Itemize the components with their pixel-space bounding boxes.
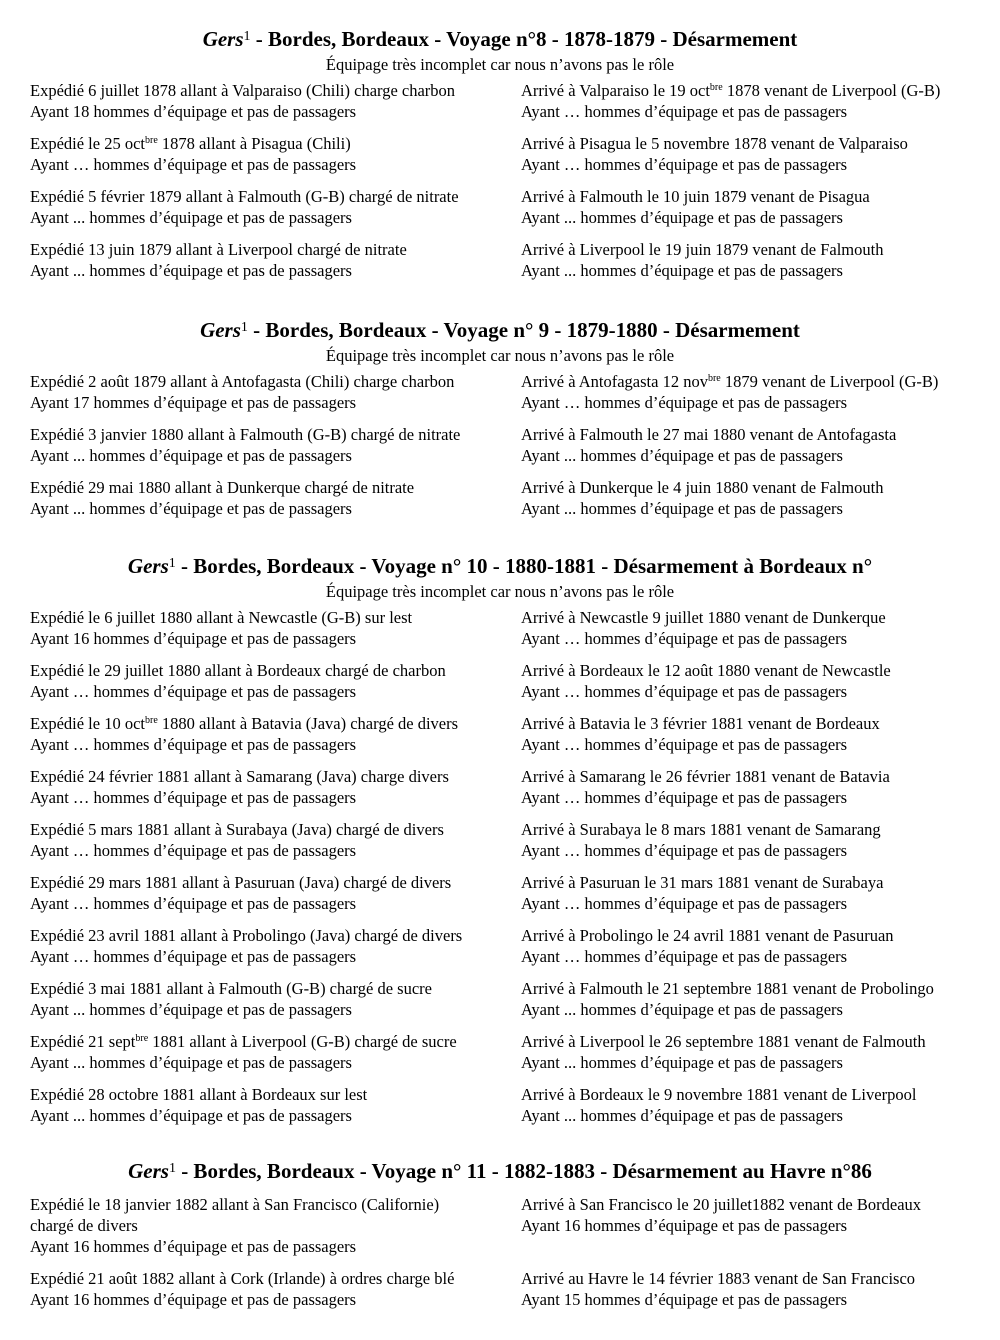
departure-column	[30, 660, 521, 702]
departure-column	[30, 607, 521, 649]
arrival-text-main: Arrivé à Samarang le 26 février 1881 venant de Batavia	[521, 767, 890, 786]
voyage-leg	[0, 1268, 1000, 1310]
arrival-column	[521, 371, 991, 413]
departure-crew: Ayant ... hommes d’équipage et pas de passagers	[30, 261, 352, 280]
voyage-leg	[0, 133, 1000, 175]
arrival-column	[521, 607, 991, 649]
arrival-crew: Ayant ... hommes d’équipage et pas de passagers	[521, 1106, 843, 1125]
departure-text	[30, 766, 521, 787]
arrival-text-main: Arrivé à Dunkerque le 4 juin 1880 venant de Falmouth	[521, 478, 884, 497]
departure-text-main: Expédié 29 mars 1881 allant à Pasuruan (Java) chargé de divers	[30, 873, 452, 892]
voyage-leg	[0, 186, 1000, 228]
voyage-heading: - Bordes, Bordeaux - Voyage n° 11 - 1882-1883 - Désarmement au Havre n°86	[175, 1159, 872, 1183]
departure-text-main: Expédié 6 juillet 1878 allant à Valparaiso (Chili) charge charbon	[30, 81, 456, 100]
month-abbrev-superscript: bre	[707, 373, 721, 384]
departure-text-main: Expédié 13 juin 1879 allant à Liverpool chargé de nitrate	[30, 240, 407, 259]
arrival-text	[521, 1084, 991, 1105]
departure-text-main: Expédié 3 janvier 1880 allant à Falmouth (G-B) chargé de nitrate	[30, 425, 461, 444]
departure-text	[30, 424, 521, 445]
arrival-text	[521, 819, 991, 840]
voyage-section	[0, 24, 1000, 292]
arrival-crew: Ayant … hommes d’équipage et pas de passagers	[521, 947, 848, 966]
voyage-leg	[0, 660, 1000, 702]
departure-column	[30, 80, 521, 122]
arrival-text	[521, 186, 991, 207]
arrival-column	[521, 424, 991, 466]
voyage-leg	[0, 607, 1000, 649]
departure-cargo: chargé de divers	[30, 1216, 138, 1235]
departure-column	[30, 371, 521, 413]
arrival-crew: Ayant … hommes d’équipage et pas de passagers	[521, 102, 848, 121]
arrival-text-main: Arrivé à Liverpool le 26 septembre 1881 venant de Falmouth	[521, 1032, 926, 1051]
arrival-column	[521, 133, 991, 175]
departure-crew: Ayant ... hommes d’équipage et pas de passagers	[30, 1000, 352, 1019]
departure-text	[30, 1268, 521, 1289]
arrival-text-main: Arrivé à Bordeaux le 12 août 1880 venant de Newcastle	[521, 661, 891, 680]
voyage-leg	[0, 978, 1000, 1020]
departure-text	[30, 925, 521, 946]
arrival-text	[521, 978, 991, 999]
departure-text-rest: 1881 allant à Liverpool (G-B) chargé de sucre	[148, 1032, 457, 1051]
departure-text-rest: 1880 allant à Batavia (Java) chargé de divers	[157, 714, 459, 733]
arrival-text-main: Arrivé à Batavia le 3 février 1881 venant de Bordeaux	[521, 714, 880, 733]
voyage-leg	[0, 819, 1000, 861]
departure-column	[30, 713, 521, 755]
crew-note: Équipage très incomplet car nous n’avons pas le rôle	[325, 346, 675, 365]
arrival-text	[521, 713, 991, 734]
arrival-text-main: Arrivé à Pasuruan le 31 mars 1881 venant de Surabaya	[521, 873, 884, 892]
arrival-text	[521, 80, 991, 101]
arrival-text-main: Arrivé à Antofagasta 12 nov	[521, 372, 708, 391]
voyage-section	[0, 551, 1000, 1137]
ship-name: Gers	[202, 27, 244, 51]
voyage-title	[0, 551, 1000, 579]
departure-text-main: Expédié 5 mars 1881 allant à Surabaya (Java) chargé de divers	[30, 820, 444, 839]
arrival-text-main: Arrivé à Surabaya le 8 mars 1881 venant de Samarang	[521, 820, 881, 839]
departure-column	[30, 424, 521, 466]
arrival-column	[521, 1194, 991, 1257]
voyage-leg	[0, 925, 1000, 967]
voyage-title	[0, 315, 1000, 343]
arrival-column	[521, 477, 991, 519]
arrival-text	[521, 660, 991, 681]
arrival-column	[521, 239, 991, 281]
voyage-leg	[0, 424, 1000, 466]
arrival-crew: Ayant … hommes d’équipage et pas de passagers	[521, 894, 848, 913]
arrival-crew: Ayant 16 hommes d’équipage et pas de passagers	[521, 1216, 848, 1235]
departure-text	[30, 819, 521, 840]
departure-column	[30, 766, 521, 808]
departure-text	[30, 607, 521, 628]
departure-column	[30, 1084, 521, 1126]
departure-crew: Ayant … hommes d’équipage et pas de passagers	[30, 155, 357, 174]
departure-column	[30, 925, 521, 967]
arrival-crew: Ayant … hommes d’équipage et pas de passagers	[521, 788, 848, 807]
departure-text-rest: 1878 allant à Pisagua (Chili)	[157, 134, 351, 153]
arrival-text	[521, 239, 991, 260]
departure-crew: Ayant 17 hommes d’équipage et pas de passagers	[30, 393, 357, 412]
departure-crew: Ayant 18 hommes d’équipage et pas de passagers	[30, 102, 357, 121]
voyage-title	[0, 24, 1000, 52]
arrival-text	[521, 766, 991, 787]
arrival-text	[521, 133, 991, 154]
ship-name: Gers	[128, 1159, 169, 1183]
arrival-text-main: Arrivé à Newcastle 9 juillet 1880 venant de Dunkerque	[521, 608, 886, 627]
arrival-text-main: Arrivé à Pisagua le 5 novembre 1878 venant de Valparaiso	[521, 134, 908, 153]
departure-text	[30, 978, 521, 999]
arrival-column	[521, 925, 991, 967]
arrival-crew: Ayant … hommes d’équipage et pas de passagers	[521, 841, 848, 860]
voyage-heading: - Bordes, Bordeaux - Voyage n°8 - 1878-1879 - Désarmement	[250, 27, 798, 51]
voyage-leg	[0, 239, 1000, 281]
voyage-leg	[0, 477, 1000, 519]
arrival-column	[521, 1031, 991, 1073]
voyage-leg	[0, 1194, 1000, 1257]
departure-column	[30, 133, 521, 175]
arrival-text	[521, 1194, 991, 1215]
departure-text	[30, 1084, 521, 1105]
arrival-column	[521, 872, 991, 914]
departure-crew: Ayant … hommes d’équipage et pas de passagers	[30, 894, 357, 913]
departure-text-main: Expédié 2 août 1879 allant à Antofagasta (Chili) charge charbon	[30, 372, 455, 391]
voyage-leg	[0, 713, 1000, 755]
arrival-column	[521, 1268, 991, 1310]
departure-column	[30, 477, 521, 519]
voyage-leg	[0, 1031, 1000, 1073]
arrival-text	[521, 607, 991, 628]
departure-text	[30, 186, 521, 207]
voyage-heading: - Bordes, Bordeaux - Voyage n° 10 - 1880-1881 - Désarmement à Bordeaux n°	[175, 554, 873, 578]
arrival-text-main: Arrivé à Bordeaux le 9 novembre 1881 venant de Liverpool	[521, 1085, 917, 1104]
arrival-text-main: Arrivé au Havre le 14 février 1883 venant de San Francisco	[521, 1269, 916, 1288]
departure-crew: Ayant … hommes d’équipage et pas de passagers	[30, 735, 357, 754]
departure-crew: Ayant ... hommes d’équipage et pas de passagers	[30, 446, 352, 465]
arrival-column	[521, 660, 991, 702]
departure-crew: Ayant ... hommes d’équipage et pas de passagers	[30, 1106, 352, 1125]
footnote-marker: 1	[168, 556, 176, 571]
month-abbrev-superscript: bre	[145, 135, 158, 146]
arrival-text-main: Arrivé à Liverpool le 19 juin 1879 venant de Falmouth	[521, 240, 884, 259]
departure-column	[30, 1268, 521, 1310]
departure-crew: Ayant … hommes d’équipage et pas de passagers	[30, 682, 357, 701]
departure-text	[30, 1031, 521, 1052]
footnote-marker: 1	[168, 1161, 176, 1176]
departure-text	[30, 713, 521, 734]
arrival-column	[521, 819, 991, 861]
departure-text	[30, 872, 521, 893]
arrival-text	[521, 371, 991, 392]
departure-crew: Ayant … hommes d’équipage et pas de passagers	[30, 841, 357, 860]
departure-text	[30, 133, 521, 154]
arrival-column	[521, 766, 991, 808]
departure-text-main: Expédié le 29 juillet 1880 allant à Bordeaux chargé de charbon	[30, 661, 446, 680]
departure-text-main: Expédié 21 sept	[30, 1032, 136, 1051]
arrival-crew: Ayant … hommes d’équipage et pas de passagers	[521, 155, 848, 174]
departure-crew: Ayant 16 hommes d’équipage et pas de passagers	[30, 1290, 357, 1309]
arrival-column	[521, 978, 991, 1020]
arrival-column	[521, 186, 991, 228]
departure-text	[30, 477, 521, 498]
arrival-text-main: Arrivé à Falmouth le 10 juin 1879 venant de Pisagua	[521, 187, 870, 206]
arrival-crew: Ayant ... hommes d’équipage et pas de passagers	[521, 499, 843, 518]
ship-name: Gers	[200, 318, 241, 342]
departure-text	[30, 80, 521, 101]
departure-column	[30, 239, 521, 281]
arrival-crew: Ayant 15 hommes d’équipage et pas de passagers	[521, 1290, 848, 1309]
arrival-text-main: Arrivé à Probolingo le 24 avril 1881 venant de Pasuruan	[521, 926, 894, 945]
entries-list	[0, 371, 1000, 519]
arrival-crew: Ayant ... hommes d’équipage et pas de passagers	[521, 1000, 843, 1019]
month-abbrev-superscript: bre	[135, 1033, 149, 1044]
arrival-column	[521, 80, 991, 122]
departure-text-main: Expédié le 10 oct	[30, 714, 146, 733]
arrival-crew: Ayant ... hommes d’équipage et pas de passagers	[521, 1053, 843, 1072]
arrival-text-main: Arrivé à San Francisco le 20 juillet1882 venant de Bordeaux	[521, 1195, 922, 1214]
entries-list	[0, 80, 1000, 281]
departure-crew: Ayant ... hommes d’équipage et pas de passagers	[30, 208, 352, 227]
arrival-text-rest: 1879 venant de Liverpool (G-B)	[720, 372, 939, 391]
arrival-crew: Ayant ... hommes d’équipage et pas de passagers	[521, 446, 843, 465]
entries-list	[0, 1194, 1000, 1310]
month-abbrev-superscript: bre	[709, 82, 723, 93]
departure-text	[30, 371, 521, 392]
departure-crew: Ayant … hommes d’équipage et pas de passagers	[30, 947, 357, 966]
departure-text	[30, 239, 521, 260]
arrival-crew: Ayant … hommes d’équipage et pas de passagers	[521, 682, 848, 701]
departure-crew: Ayant ... hommes d’équipage et pas de passagers	[30, 499, 352, 518]
departure-text	[30, 1194, 521, 1215]
crew-note: Équipage très incomplet car nous n’avons pas le rôle	[325, 582, 675, 601]
voyage-leg	[0, 80, 1000, 122]
departure-column	[30, 819, 521, 861]
voyage-leg	[0, 766, 1000, 808]
arrival-crew: Ayant … hommes d’équipage et pas de passagers	[521, 629, 848, 648]
arrival-text-main: Arrivé à Valparaiso le 19 oct	[521, 81, 710, 100]
voyage-title	[0, 1156, 1000, 1184]
footnote-marker: 1	[243, 29, 251, 44]
voyage-section	[0, 1156, 1000, 1321]
voyage-leg	[0, 371, 1000, 413]
crew-note: Équipage très incomplet car nous n’avons pas le rôle	[325, 55, 675, 74]
departure-crew: Ayant 16 hommes d’équipage et pas de passagers	[30, 1237, 357, 1256]
departure-text-main: Expédié le 6 juillet 1880 allant à Newcastle (G-B) sur lest	[30, 608, 413, 627]
voyage-leg	[0, 872, 1000, 914]
arrival-text-main: Arrivé à Falmouth le 21 septembre 1881 venant de Probolingo	[521, 979, 934, 998]
arrival-crew: Ayant ... hommes d’équipage et pas de passagers	[521, 208, 843, 227]
arrival-text	[521, 925, 991, 946]
departure-text-main: Expédié 23 avril 1881 allant à Probolingo (Java) chargé de divers	[30, 926, 463, 945]
voyage-heading: - Bordes, Bordeaux - Voyage n° 9 - 1879-1880 - Désarmement	[247, 318, 800, 342]
arrival-text	[521, 1268, 991, 1289]
arrival-text	[521, 424, 991, 445]
departure-column	[30, 1031, 521, 1073]
arrival-text	[521, 872, 991, 893]
departure-text-main: Expédié le 25 oct	[30, 134, 146, 153]
arrival-text	[521, 1031, 991, 1052]
departure-crew: Ayant 16 hommes d’équipage et pas de passagers	[30, 629, 357, 648]
arrival-text-main: Arrivé à Falmouth le 27 mai 1880 venant de Antofagasta	[521, 425, 897, 444]
arrival-crew: Ayant … hommes d’équipage et pas de passagers	[521, 393, 848, 412]
entries-list	[0, 607, 1000, 1126]
departure-text-main: Expédié 28 octobre 1881 allant à Bordeaux sur lest	[30, 1085, 368, 1104]
departure-column	[30, 186, 521, 228]
departure-column	[30, 872, 521, 914]
arrival-crew: Ayant ... hommes d’équipage et pas de passagers	[521, 261, 843, 280]
departure-text-main: Expédié 21 août 1882 allant à Cork (Irlande) à ordres charge blé	[30, 1269, 455, 1288]
departure-text-main: Expédié 3 mai 1881 allant à Falmouth (G-B) chargé de sucre	[30, 979, 432, 998]
departure-column	[30, 1194, 521, 1257]
footnote-marker: 1	[240, 320, 248, 335]
arrival-column	[521, 1084, 991, 1126]
departure-crew: Ayant ... hommes d’équipage et pas de passagers	[30, 1053, 352, 1072]
departure-text-main: Expédié 24 février 1881 allant à Samarang (Java) charge divers	[30, 767, 449, 786]
arrival-text	[521, 477, 991, 498]
arrival-crew: Ayant … hommes d’équipage et pas de passagers	[521, 735, 848, 754]
ship-name: Gers	[127, 554, 169, 578]
voyage-leg	[0, 1084, 1000, 1126]
arrival-text-rest: 1878 venant de Liverpool (G-B)	[722, 81, 941, 100]
departure-column	[30, 978, 521, 1020]
departure-text	[30, 660, 521, 681]
departure-text-main: Expédié 5 février 1879 allant à Falmouth (G-B) chargé de nitrate	[30, 187, 459, 206]
departure-text-main: Expédié 29 mai 1880 allant à Dunkerque chargé de nitrate	[30, 478, 415, 497]
month-abbrev-superscript: bre	[145, 715, 158, 726]
departure-crew: Ayant … hommes d’équipage et pas de passagers	[30, 788, 357, 807]
arrival-column	[521, 713, 991, 755]
voyage-section	[0, 315, 1000, 530]
departure-text-main: Expédié le 18 janvier 1882 allant à San Francisco (Californie)	[30, 1195, 440, 1214]
